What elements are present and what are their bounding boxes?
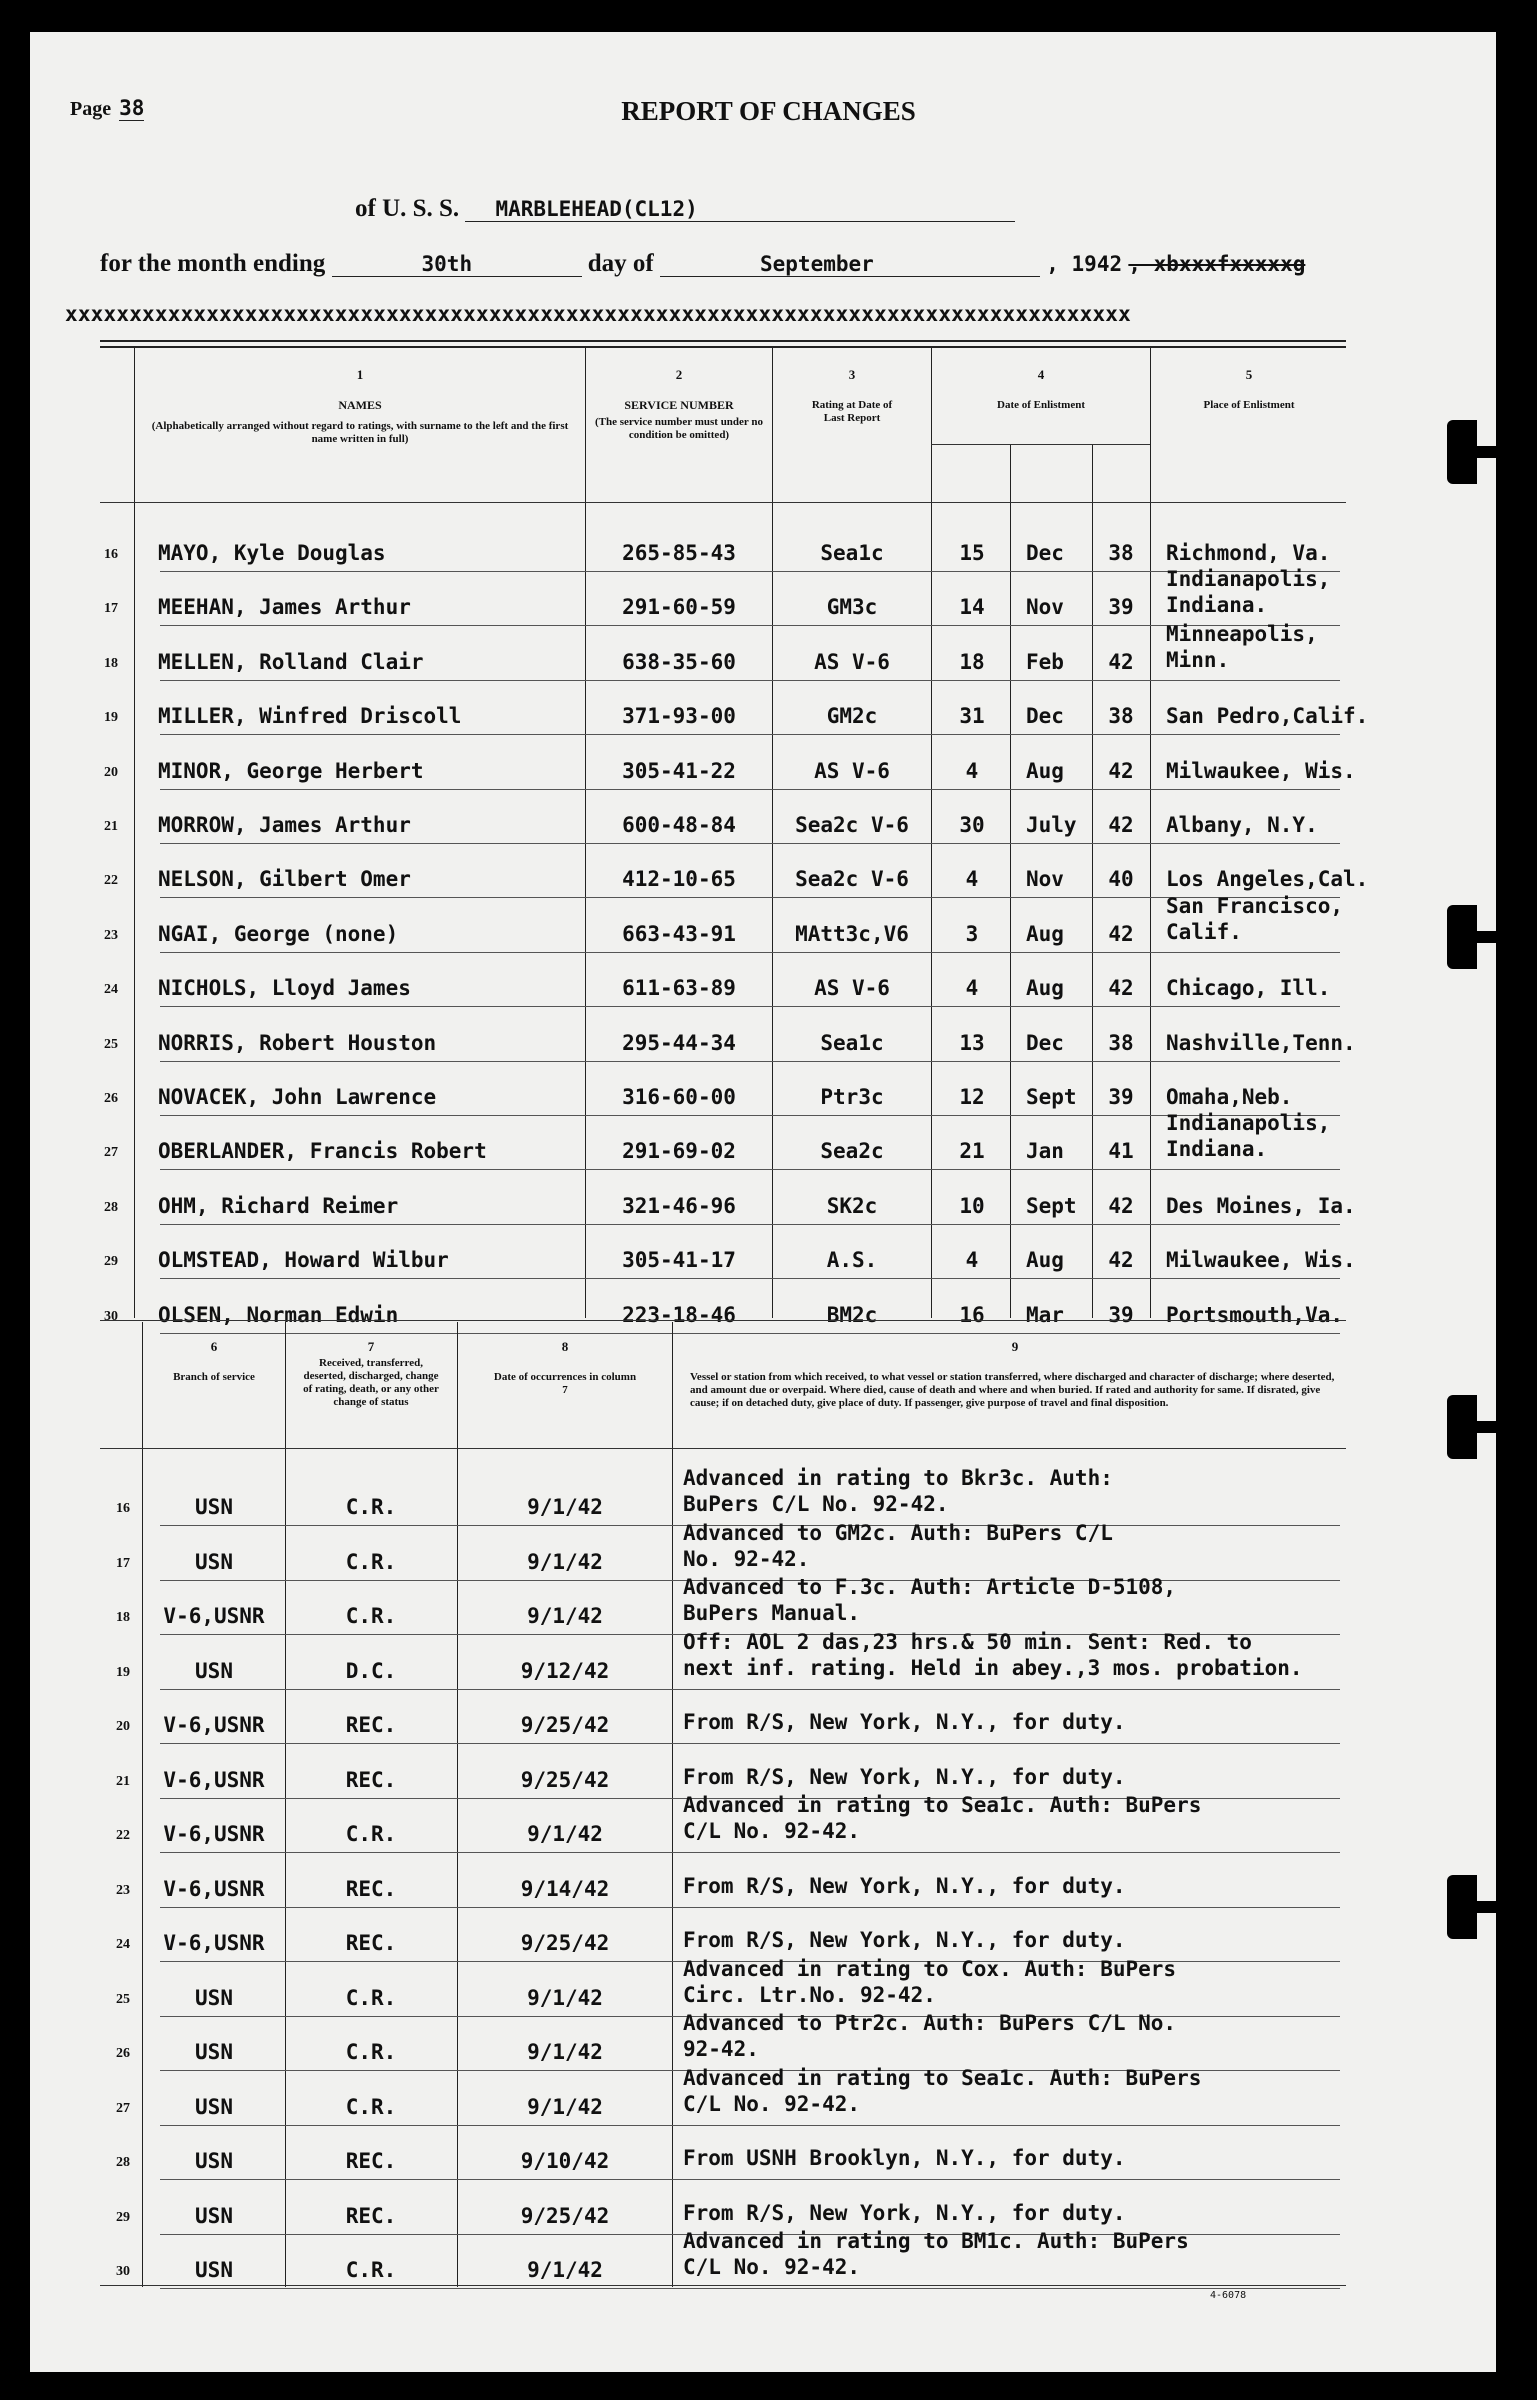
service-number-cell: 412-10-65 [622,867,736,891]
enlist-year-cell: 42 [1108,1248,1134,1272]
row-rule [160,789,1340,790]
change-cell: C.R. [345,1986,397,2010]
service-number-cell: 371-93-00 [622,704,736,728]
col-line [931,348,932,1318]
name-cell: NGAI, George (none) [158,922,399,946]
ship-name: MARBLEHEAD(CL12) [465,197,1015,222]
place-cell: Minneapolis, [1166,622,1318,646]
enlist-year-cell: 39 [1108,1303,1134,1327]
name-cell: OLSEN, Norman Edwin [158,1303,399,1327]
service-number-cell: 295-44-34 [622,1031,736,1055]
enlist-month-cell: Dec [1026,541,1064,565]
rating-cell: MAtt3c,V6 [795,922,909,946]
enlist-month-cell: Aug [1026,976,1064,1000]
enlist-year-cell: 38 [1108,1031,1134,1055]
place-cell: Richmond, Va. [1166,541,1331,565]
service-number-cell: 600-48-84 [622,813,736,837]
change-cell: D.C. [345,1659,397,1683]
place-cell: San Pedro,Calif. [1166,704,1369,728]
rating-cell: A.S. [826,1248,878,1272]
row-number: 16 [116,1501,130,1516]
row-rule [160,952,1340,953]
col-line [285,1322,286,2287]
name-cell: MORROW, James Arthur [158,813,411,837]
col-7-header: 7 Received, transferred, deserted, discharged, change of rating, death, or any other change of status [303,1339,439,1408]
enlist-year-cell: 38 [1108,541,1134,565]
rating-cell: GM2c [826,704,878,728]
enlist-month-cell: Sept [1026,1085,1077,1109]
name-cell: OLMSTEAD, Howard Wilbur [158,1248,449,1272]
header-line [100,1448,1346,1449]
divider [100,340,1346,342]
bottom-line [100,2285,1346,2286]
name-cell: MAYO, Kyle Douglas [158,541,386,565]
row-rule [160,1278,1340,1279]
change-cell: C.R. [345,1604,397,1628]
row-number: 24 [116,1937,130,1952]
date-cell: 9/12/42 [520,1659,610,1683]
rating-cell: AS V-6 [814,976,890,1000]
row-number: 23 [116,1883,130,1898]
subheader-line [931,444,1150,445]
rating-cell: Ptr3c [820,1085,884,1109]
change-cell: C.R. [345,1822,397,1846]
date-cell: 9/1/42 [527,1822,603,1846]
enlist-day-cell: 13 [959,1031,985,1055]
remarks-line1: Advanced in rating to Sea1c. Auth: BuPers [683,2066,1202,2090]
remarks-line2: C/L No. 92-42. [683,1819,861,1843]
remarks-line1: Advanced to F.3c. Auth: Article D-5108, [683,1575,1177,1599]
row-rule [160,1061,1340,1062]
row-rule [160,1224,1340,1225]
row-number: 21 [104,819,118,834]
enlist-day-cell: 4 [965,976,979,1000]
row-rule [160,2179,1340,2180]
row-number: 20 [116,1719,130,1734]
branch-cell: USN [195,2149,233,2173]
date-cell: 9/25/42 [520,1768,610,1792]
change-cell: C.R. [345,2095,397,2119]
place-cell: Indianapolis, [1166,567,1331,591]
remarks-line2: From USNH Brooklyn, N.Y., for duty. [683,2146,1126,2170]
place-cell-line2: Calif. [1166,920,1242,944]
place-cell: Nashville,Tenn. [1166,1031,1356,1055]
enlist-day-cell: 3 [965,922,979,946]
enlist-year-cell: 42 [1108,922,1134,946]
col-line [1010,445,1011,1318]
enlist-year-cell: 42 [1108,759,1134,783]
enlist-month-cell: Nov [1026,595,1064,619]
place-cell: Des Moines, Ia. [1166,1194,1356,1218]
binder-tab [1447,905,1477,969]
enlist-month-cell: Jan [1026,1139,1064,1163]
date-cell: 9/10/42 [520,2149,610,2173]
row-number: 29 [116,2210,130,2225]
col-4-header: 4 Date of Enlistment [997,367,1085,411]
enlist-year-cell: 42 [1108,976,1134,1000]
place-cell: San Francisco, [1166,894,1344,918]
row-rule [160,1115,1340,1116]
row-number: 27 [104,1145,118,1160]
enlist-month-cell: Aug [1026,922,1064,946]
change-cell: C.R. [345,2040,397,2064]
rating-cell: GM3c [826,595,878,619]
row-number: 19 [116,1665,130,1680]
service-number-cell: 265-85-43 [622,541,736,565]
remarks-line2: From R/S, New York, N.Y., for duty. [683,1928,1126,1952]
remarks-line2: BuPers C/L No. 92-42. [683,1492,949,1516]
change-cell: C.R. [345,1495,397,1519]
col-8-header: 8 Date of occurrences in column 7 [493,1339,637,1396]
date-cell: 9/25/42 [520,1931,610,1955]
row-rule [160,1333,1340,1334]
enlist-year-cell: 38 [1108,704,1134,728]
remarks-line2: 92-42. [683,2037,759,2061]
name-cell: NORRIS, Robert Houston [158,1031,437,1055]
struck-x-line: xxxxxxxxxxxxxxxxxxxxxxxxxxxxxxxxxxxxxxxxxxxxxxxxxxxxxxxxxxxxxxxxxxxxxxxxxxxxxxxxxxx [65,302,1131,326]
row-number: 26 [104,1091,118,1106]
row-number: 25 [104,1037,118,1052]
row-number: 28 [116,2155,130,2170]
place-cell-line2: Minn. [1166,648,1230,672]
row-rule [160,571,1340,572]
col-6-header: 6 Branch of service [173,1339,255,1383]
col-line [1150,348,1151,1318]
remarks-line1: Advanced to Ptr2c. Auth: BuPers C/L No. [683,2011,1177,2035]
service-number-cell: 291-69-02 [622,1139,736,1163]
date-cell: 9/14/42 [520,1877,610,1901]
remarks-line2: C/L No. 92-42. [683,2255,861,2279]
name-cell: MILLER, Winfred Driscoll [158,704,462,728]
row-rule [160,1169,1340,1170]
row-rule [160,2125,1340,2126]
name-cell: OHM, Richard Reimer [158,1194,399,1218]
date-cell: 9/25/42 [520,2204,610,2228]
change-cell: REC. [345,1768,397,1792]
enlist-day-cell: 21 [959,1139,985,1163]
row-number: 24 [104,982,118,997]
row-rule [160,2288,1340,2289]
branch-cell: USN [195,2040,233,2064]
col-2-header: 2 SERVICE NUMBER (The service number must under no condition be omitted) [595,367,763,441]
row-rule [160,897,1340,898]
enlist-year-cell: 39 [1108,595,1134,619]
row-number: 22 [104,873,118,888]
remarks-line1: Advanced to GM2c. Auth: BuPers C/L [683,1521,1113,1545]
rating-cell: AS V-6 [814,759,890,783]
service-number-cell: 305-41-22 [622,759,736,783]
place-cell: Indianapolis, [1166,1111,1331,1135]
enlist-day-cell: 10 [959,1194,985,1218]
place-cell-line2: Indiana. [1166,1137,1268,1161]
row-rule [160,1852,1340,1853]
place-cell: Omaha,Neb. [1166,1085,1293,1109]
date-cell: 9/1/42 [527,1550,603,1574]
col-line [457,1322,458,2287]
binder-tab [1447,420,1477,484]
col-5-header: 5 Place of Enlistment [1203,367,1295,411]
name-cell: MINOR, George Herbert [158,759,424,783]
row-number: 23 [104,928,118,943]
remarks-line1: Advanced in rating to Cox. Auth: BuPers [683,1957,1177,1981]
page-title: REPORT OF CHANGES [621,96,916,126]
branch-cell: V-6,USNR [163,1713,265,1737]
place-cell: Portsmouth,Va. [1166,1303,1344,1327]
branch-cell: USN [195,2204,233,2228]
row-number: 18 [116,1610,130,1625]
name-cell: NELSON, Gilbert Omer [158,867,411,891]
place-cell: Albany, N.Y. [1166,813,1318,837]
service-number-cell: 321-46-96 [622,1194,736,1218]
row-number: 20 [104,765,118,780]
row-number: 17 [116,1556,130,1571]
name-cell: OBERLANDER, Francis Robert [158,1139,487,1163]
branch-cell: USN [195,1659,233,1683]
row-number: 29 [104,1254,118,1269]
remarks-line2: next inf. rating. Held in abey.,3 mos. probation. [683,1656,1303,1680]
date-cell: 9/1/42 [527,1986,603,2010]
section-divider [100,1320,1346,1321]
name-cell: MELLEN, Rolland Clair [158,650,424,674]
rating-cell: Sea2c V-6 [795,813,909,837]
row-number: 28 [104,1200,118,1215]
branch-cell: USN [195,1495,233,1519]
enlist-day-cell: 30 [959,813,985,837]
remarks-line2: From R/S, New York, N.Y., for duty. [683,1765,1126,1789]
col-line [772,348,773,1318]
col-1-header: 1 NAMES (Alphabetically arranged without regard to ratings, with surname to the left and the first name written in full) [151,367,569,445]
row-number: 21 [116,1774,130,1789]
month-line: for the month ending 30th day of September , 1942 , xbxxxfxxxxxg [100,250,1306,277]
col-3-header: 3 Rating at Date of Last Report [811,367,893,424]
enlist-month-cell: Sept [1026,1194,1077,1218]
page-number: Page 38 [70,96,145,120]
row-rule [160,734,1340,735]
enlist-year-cell: 42 [1108,650,1134,674]
enlist-month-cell: Mar [1026,1303,1064,1327]
service-number-cell: 663-43-91 [622,922,736,946]
remarks-line2: C/L No. 92-42. [683,2092,861,2116]
change-cell: C.R. [345,2258,397,2282]
enlist-month-cell: Feb [1026,650,1064,674]
name-cell: NOVACEK, John Lawrence [158,1085,437,1109]
divider [100,346,1346,348]
enlist-day-cell: 15 [959,541,985,565]
remarks-line1: Advanced in rating to Sea1c. Auth: BuPers [683,1793,1202,1817]
row-number: 19 [104,710,118,725]
change-cell: REC. [345,1931,397,1955]
enlist-year-cell: 42 [1108,813,1134,837]
rating-cell: BM2c [826,1303,878,1327]
enlist-day-cell: 4 [965,867,979,891]
branch-cell: V-6,USNR [163,1877,265,1901]
row-number: 25 [116,1992,130,2007]
place-cell-line2: Indiana. [1166,593,1268,617]
col-line [134,348,135,1318]
row-number: 18 [104,656,118,671]
remarks-line1: Advanced in rating to Bkr3c. Auth: [683,1466,1113,1490]
remarks-line2: From R/S, New York, N.Y., for duty. [683,2201,1126,2225]
rating-cell: SK2c [826,1194,878,1218]
enlist-day-cell: 14 [959,595,985,619]
place-cell: Los Angeles,Cal. [1166,867,1369,891]
enlist-year-cell: 40 [1108,867,1134,891]
branch-cell: V-6,USNR [163,1604,265,1628]
row-rule [160,1907,1340,1908]
date-cell: 9/1/42 [527,2040,603,2064]
enlist-month-cell: Dec [1026,1031,1064,1055]
date-cell: 9/1/42 [527,1604,603,1628]
row-number: 30 [104,1309,118,1324]
branch-cell: V-6,USNR [163,1822,265,1846]
col-line [672,1322,673,2287]
enlist-year-cell: 42 [1108,1194,1134,1218]
place-cell: Milwaukee, Wis. [1166,1248,1356,1272]
enlist-day-cell: 12 [959,1085,985,1109]
service-number-cell: 223-18-46 [622,1303,736,1327]
enlist-month-cell: July [1026,813,1077,837]
col-9-header: 9 Vessel or station from which received, to what vessel or station transferred, where discharged and character of discharge; where deserted, and amount due or overpaid. Where died, cause of death and where and when buried. If rated and authority for same. If disrated, give cause; if on detached duty, give place of duty. If passenger, give purpose of travel and final disposition. [690,1339,1335,1409]
change-cell: REC. [345,2149,397,2173]
enlist-year-cell: 39 [1108,1085,1134,1109]
branch-cell: USN [195,1986,233,2010]
remarks-line1: Advanced in rating to BM1c. Auth: BuPers [683,2229,1189,2253]
branch-cell: USN [195,1550,233,1574]
enlist-day-cell: 31 [959,704,985,728]
row-number: 17 [104,601,118,616]
remarks-line2: No. 92-42. [683,1547,810,1571]
enlist-month-cell: Aug [1026,759,1064,783]
enlist-month-cell: Dec [1026,704,1064,728]
rating-cell: Sea1c [820,541,884,565]
change-cell: REC. [345,1713,397,1737]
rating-cell: Sea1c [820,1031,884,1055]
branch-cell: V-6,USNR [163,1931,265,1955]
col-line [585,348,586,1318]
col-line [142,1322,143,2287]
enlist-month-cell: Aug [1026,1248,1064,1272]
service-number-cell: 291-60-59 [622,595,736,619]
remarks-line2: From R/S, New York, N.Y., for duty. [683,1710,1126,1734]
remarks-line1: Off: AOL 2 das,23 hrs.& 50 min. Sent: Red. to [683,1630,1252,1654]
header-line [100,502,1346,503]
rating-cell: Sea2c V-6 [795,867,909,891]
branch-cell: USN [195,2258,233,2282]
row-rule [160,843,1340,844]
place-cell: Milwaukee, Wis. [1166,759,1356,783]
row-number: 22 [116,1828,130,1843]
ship-line: of U. S. S. MARBLEHEAD(CL12) [355,195,1015,223]
enlist-year-cell: 41 [1108,1139,1134,1163]
branch-cell: V-6,USNR [163,1768,265,1792]
enlist-day-cell: 16 [959,1303,985,1327]
enlist-month-cell: Nov [1026,867,1064,891]
branch-cell: USN [195,2095,233,2119]
date-cell: 9/1/42 [527,2258,603,2282]
enlist-day-cell: 18 [959,650,985,674]
change-cell: REC. [345,1877,397,1901]
change-cell: C.R. [345,1550,397,1574]
row-number: 27 [116,2101,130,2116]
row-rule [160,625,1340,626]
row-rule [160,1743,1340,1744]
row-rule [160,1006,1340,1007]
remarks-line2: From R/S, New York, N.Y., for duty. [683,1874,1126,1898]
binder-tab [1447,1875,1477,1939]
date-cell: 9/1/42 [527,2095,603,2119]
row-rule [160,1689,1340,1690]
service-number-cell: 316-60-00 [622,1085,736,1109]
date-cell: 9/25/42 [520,1713,610,1737]
rating-cell: Sea2c [820,1139,884,1163]
change-cell: REC. [345,2204,397,2228]
service-number-cell: 638-35-60 [622,650,736,674]
enlist-day-cell: 4 [965,759,979,783]
service-number-cell: 305-41-17 [622,1248,736,1272]
form-number: 4-6078 [1210,2290,1247,2301]
row-rule [160,680,1340,681]
row-number: 26 [116,2046,130,2061]
row-number: 16 [104,547,118,562]
remarks-line2: BuPers Manual. [683,1601,861,1625]
binder-tab [1447,1395,1477,1459]
service-number-cell: 611-63-89 [622,976,736,1000]
name-cell: NICHOLS, Lloyd James [158,976,411,1000]
date-cell: 9/1/42 [527,1495,603,1519]
remarks-line2: Circ. Ltr.No. 92-42. [683,1983,936,2007]
rating-cell: AS V-6 [814,650,890,674]
place-cell: Chicago, Ill. [1166,976,1331,1000]
row-number: 30 [116,2264,130,2279]
enlist-day-cell: 4 [965,1248,979,1272]
name-cell: MEEHAN, James Arthur [158,595,411,619]
